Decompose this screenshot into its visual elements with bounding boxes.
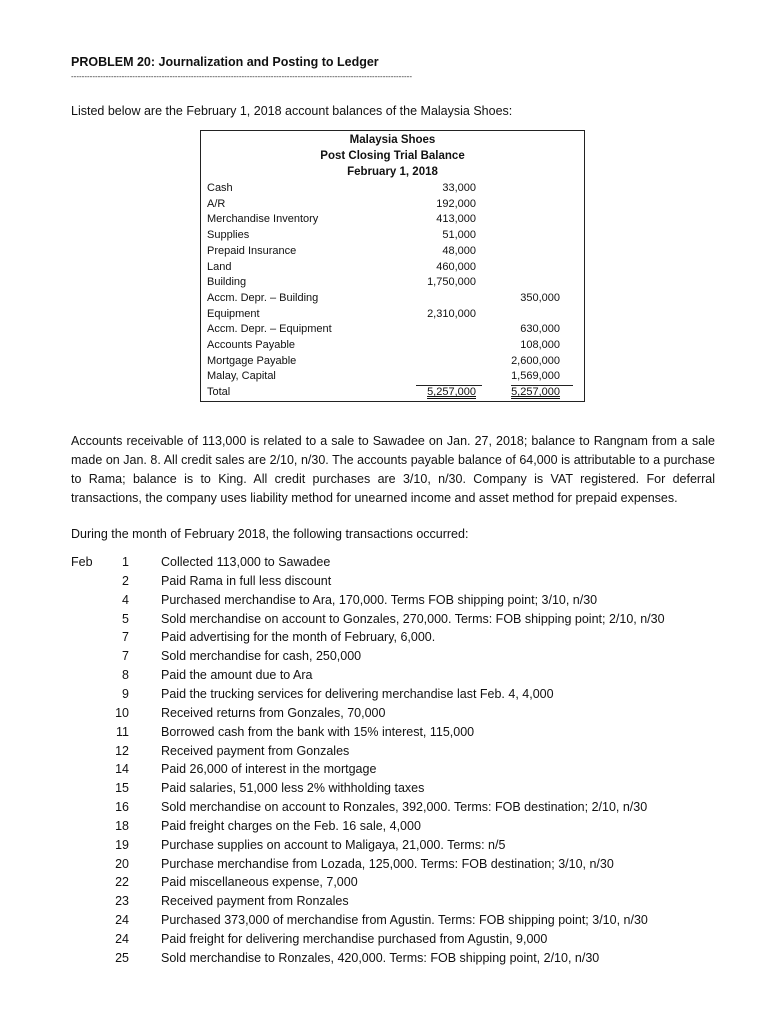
transaction-description: Purchase supplies on account to Maligaya, 21,000. Terms: n/5: [161, 837, 506, 852]
credit-amount: 350,000: [520, 291, 560, 304]
transaction-row: [0, 932, 768, 951]
transaction-row: [0, 781, 768, 800]
trial-balance-row: [201, 213, 584, 229]
total-rule: [511, 385, 573, 386]
transaction-description: Paid the amount due to Ara: [161, 668, 313, 683]
trial-balance-row: [201, 276, 584, 292]
transaction-day: 7: [122, 649, 129, 664]
transaction-month: Feb: [71, 555, 93, 569]
transaction-day: 14: [115, 762, 129, 777]
trial-balance-date: February 1, 2018: [347, 166, 438, 178]
transaction-row: [0, 555, 768, 574]
transaction-day: 7: [122, 630, 129, 645]
transaction-row: [0, 725, 768, 744]
account-name: Prepaid Insurance: [207, 244, 297, 257]
transaction-day: 24: [115, 913, 129, 928]
trial-balance-company: Malaysia Shoes: [349, 134, 436, 146]
transaction-description: Collected 113,000 to Sawadee: [161, 555, 331, 569]
trial-balance-row: [201, 292, 584, 308]
transaction-day: 5: [122, 611, 129, 626]
trial-balance-row: [201, 355, 584, 371]
transaction-description: Paid Rama in full less discount: [161, 573, 332, 588]
account-name: Building: [207, 276, 247, 289]
debit-amount: 192,000: [436, 197, 476, 210]
total-rule: [416, 385, 482, 386]
transaction-row: [0, 913, 768, 932]
transactions-intro: During the month of February 2018, the following transactions occurred:: [71, 527, 469, 541]
trial-balance-row: [201, 261, 584, 277]
account-name: Accm. Depr. – Building: [207, 291, 319, 304]
transaction-description: Sold merchandise on account to Gonzales, 270,000. Terms: FOB shipping point; 2/10, n/30: [161, 611, 665, 626]
credit-amount: 5,257,000: [511, 386, 560, 399]
credit-amount: 1,569,000: [511, 370, 560, 383]
debit-amount: 1,750,000: [427, 276, 476, 289]
transaction-day: 10: [115, 705, 129, 720]
transaction-row: [0, 894, 768, 913]
trial-balance-row: [201, 245, 584, 261]
transaction-row: [0, 706, 768, 725]
transaction-day: 23: [115, 894, 129, 909]
transaction-day: 20: [115, 856, 129, 871]
transaction-row: [0, 574, 768, 593]
trial-balance-total-row: [201, 386, 584, 402]
transaction-row: [0, 612, 768, 631]
transaction-row: [0, 800, 768, 819]
transaction-description: Received payment from Ronzales: [161, 894, 349, 909]
trial-balance-row: [201, 323, 584, 339]
credit-amount: 2,600,000: [511, 354, 560, 367]
transaction-description: Paid advertising for the month of February, 6,000.: [161, 630, 436, 645]
transaction-row: [0, 819, 768, 838]
transaction-row: [0, 668, 768, 687]
trial-balance-row: [201, 198, 584, 214]
accounts-note-paragraph: Accounts receivable of 113,000 is related to a sale to Sawadee on Jan. 27, 2018; balance to Rangnam from a sale made on Jan. 8. All credit sales are 2/10, n/30. The accounts payable balance of 64,000 is attributable to a purchase to Rama; balance is to King. All credit purchases are 3/10, n/30. Company is VAT registered. For deferral transactions, the company uses liability method for unearned income and asset method for prepaid expenses.: [71, 434, 715, 505]
transaction-day: 4: [122, 592, 129, 607]
transaction-row: [0, 649, 768, 668]
transaction-row: [0, 593, 768, 612]
transaction-day: 12: [115, 743, 129, 758]
transaction-description: Sold merchandise to Ronzales, 420,000. Terms: FOB shipping point, 2/10, n/30: [161, 950, 600, 965]
transaction-day: 25: [115, 950, 129, 965]
transaction-row: [0, 630, 768, 649]
account-name: Merchandise Inventory: [207, 213, 319, 226]
account-name: Accounts Payable: [207, 339, 296, 351]
page-title: PROBLEM 20: Journalization and Posting to Ledger: [71, 55, 379, 69]
debit-amount: 2,310,000: [427, 307, 476, 320]
debit-amount: 33,000: [442, 182, 476, 194]
transaction-day: 15: [115, 781, 129, 796]
trial-balance-row: [201, 370, 584, 386]
transaction-description: Paid salaries, 51,000 less 2% withholding taxes: [161, 781, 425, 796]
trial-balance-row: [201, 229, 584, 245]
account-name: Land: [207, 260, 232, 273]
credit-amount: 108,000: [520, 339, 560, 351]
transaction-row: [0, 857, 768, 876]
transaction-row: [0, 762, 768, 781]
trial-balance-table: [200, 130, 585, 402]
transaction-day: 2: [122, 573, 129, 588]
intro-text: Listed below are the February 1, 2018 account balances of the Malaysia Shoes:: [71, 104, 513, 118]
transaction-day: 1: [122, 555, 129, 569]
debit-amount: 413,000: [436, 213, 476, 226]
account-name: Total: [207, 386, 231, 399]
debit-amount: 51,000: [442, 229, 476, 242]
transaction-day: 24: [115, 932, 129, 946]
transaction-day: 16: [115, 800, 129, 815]
account-name: Malay, Capital: [207, 370, 276, 383]
trial-balance-row: [201, 339, 584, 355]
transaction-row: [0, 838, 768, 857]
transaction-description: Sold merchandise for cash, 250,000: [161, 649, 362, 664]
transaction-description: Sold merchandise on account to Ronzales, 392,000. Terms: FOB destination; 2/10, n/30: [161, 800, 648, 815]
account-name: Accm. Depr. – Equipment: [207, 323, 332, 336]
separator-line: --------------------------------------------------------------------------------------------------------------------------------: [71, 72, 412, 81]
debit-amount: 5,257,000: [427, 386, 476, 399]
transaction-description: Purchased 373,000 of merchandise from Agustin. Terms: FOB shipping point; 3/10, n/30: [161, 913, 648, 928]
transaction-description: Purchase merchandise from Lozada, 125,000. Terms: FOB destination; 3/10, n/30: [161, 856, 614, 871]
transaction-description: Paid freight for delivering merchandise purchased from Agustin, 9,000: [161, 932, 548, 946]
transaction-description: Received returns from Gonzales, 70,000: [161, 705, 386, 720]
account-name: A/R: [207, 197, 226, 210]
trial-balance-report-name: Post Closing Trial Balance: [320, 150, 465, 162]
transaction-row: [0, 744, 768, 763]
transaction-description: Paid miscellaneous expense, 7,000: [161, 875, 358, 890]
transaction-description: Paid freight charges on the Feb. 16 sale, 4,000: [161, 818, 421, 833]
transaction-row: [0, 875, 768, 894]
transaction-description: Paid the trucking services for delivering merchandise last Feb. 4, 4,000: [161, 686, 554, 701]
transaction-day: 19: [115, 837, 129, 852]
account-name: Supplies: [207, 229, 250, 242]
trial-balance-row: [201, 308, 584, 324]
trial-balance-row: [201, 182, 584, 198]
transaction-day: 18: [115, 818, 129, 833]
transaction-day: 9: [122, 686, 129, 701]
transaction-description: Received payment from Gonzales: [161, 743, 350, 758]
transaction-row: [0, 687, 768, 706]
transaction-description: Purchased merchandise to Ara, 170,000. Terms FOB shipping point; 3/10, n/30: [161, 592, 598, 607]
transaction-description: Borrowed cash from the bank with 15% interest, 115,000: [161, 724, 475, 739]
account-name: Cash: [207, 182, 233, 194]
transaction-row: [0, 951, 768, 970]
debit-amount: 48,000: [442, 244, 476, 257]
debit-amount: 460,000: [436, 260, 476, 273]
credit-amount: 630,000: [520, 323, 560, 336]
account-name: Equipment: [207, 307, 260, 320]
transaction-description: Paid 26,000 of interest in the mortgage: [161, 762, 377, 777]
transaction-day: 11: [116, 724, 129, 739]
account-name: Mortgage Payable: [207, 354, 297, 367]
transaction-day: 22: [115, 875, 129, 890]
transaction-day: 8: [122, 668, 129, 683]
